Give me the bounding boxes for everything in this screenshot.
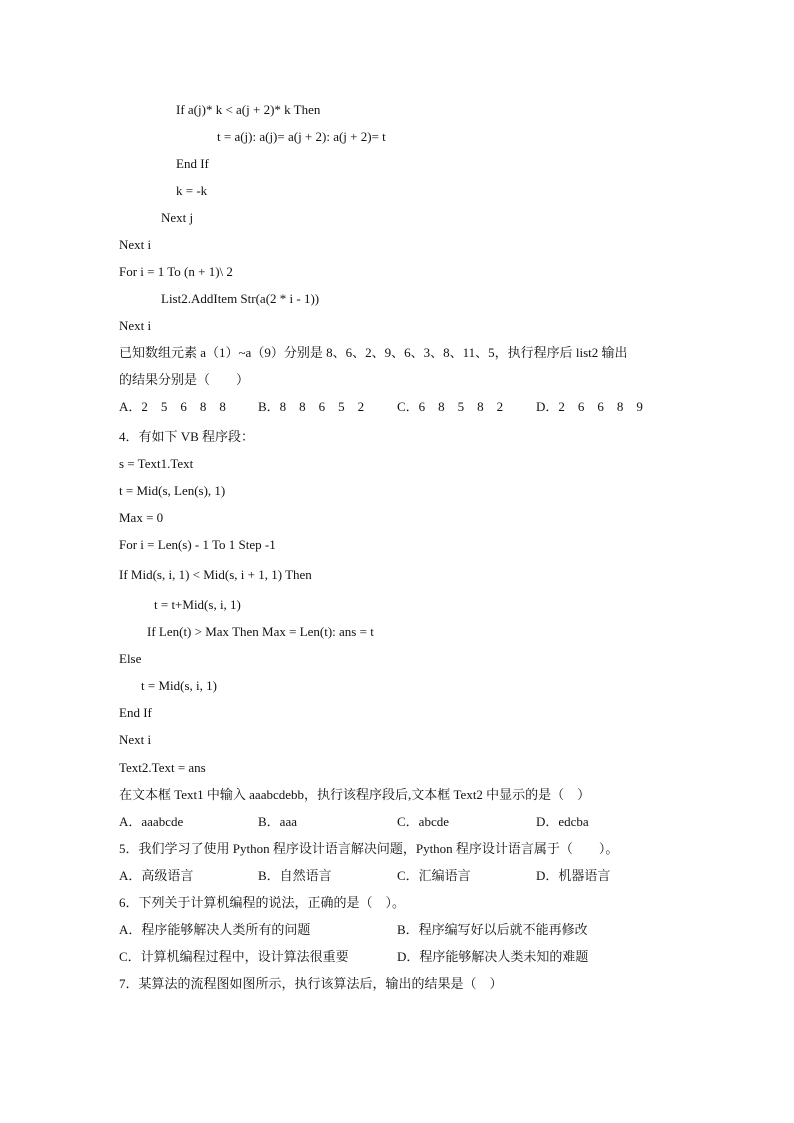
- code-line: Next j: [161, 210, 194, 225]
- code-line: If Mid(s, i, 1) < Mid(s, i + 1, 1) Then: [119, 567, 312, 582]
- option-b: B．8 8 6 5 2: [258, 399, 365, 414]
- code-line: k = -k: [176, 183, 208, 198]
- code-line: Next i: [119, 318, 152, 333]
- option-d: D．edcba: [536, 814, 589, 829]
- option-d: D．机器语言: [536, 868, 611, 883]
- code-line: End If: [176, 156, 209, 171]
- code-line: Max = 0: [119, 510, 164, 525]
- code-line: End If: [119, 705, 152, 720]
- option-c: C．abcde: [397, 814, 449, 829]
- question-text: 已知数组元素 a（1）~a（9）分别是 8、6、2、9、6、3、8、11、5，执行程序后 list2 输出: [119, 345, 628, 360]
- option-b: B．自然语言: [258, 868, 332, 883]
- option-a: A．高级语言: [119, 868, 194, 883]
- code-line: Next i: [119, 732, 152, 747]
- code-line: List2.AddItem Str(a(2 * i - 1)): [161, 291, 320, 306]
- code-line: For i = 1 To (n + 1)\ 2: [119, 264, 233, 279]
- option-c: C．6 8 5 8 2: [397, 399, 504, 414]
- question-text: 7．某算法的流程图如图所示，执行该算法后，输出的结果是（ ）: [119, 976, 503, 991]
- option-a: A．程序能够解决人类所有的问题: [119, 922, 311, 937]
- code-line: If Len(t) > Max Then Max = Len(t): ans = t: [147, 624, 374, 639]
- option-a: A．2 5 6 8 8: [119, 399, 226, 414]
- option-c: C．汇编语言: [397, 868, 471, 883]
- option-b: B．aaa: [258, 814, 297, 829]
- question-text: 6．下列关于计算机编程的说法，正确的是（ ）。: [119, 895, 406, 910]
- question-title: 4．有如下 VB 程序段：: [119, 429, 255, 444]
- option-d: D．程序能够解决人类未知的难题: [397, 949, 589, 964]
- code-line: Next i: [119, 237, 152, 252]
- code-line: t = t+Mid(s, i, 1): [154, 597, 241, 612]
- code-line: t = Mid(s, Len(s), 1): [119, 483, 226, 498]
- option-a: A．aaabcde: [119, 814, 184, 829]
- code-line: Else: [119, 651, 142, 666]
- question-text: 5．我们学习了使用 Python 程序设计语言解决问题，Python 程序设计语言属于（ ）。: [119, 841, 619, 856]
- question-text: 在文本框 Text1 中输入 aaabcdebb，执行该程序段后,文本框 Text2 中显示的是（ ）: [119, 787, 591, 802]
- code-line: t = Mid(s, i, 1): [141, 678, 217, 693]
- code-line: If a(j)* k < a(j + 2)* k Then: [176, 102, 321, 117]
- code-line: For i = Len(s) - 1 To 1 Step -1: [119, 537, 276, 552]
- code-line: t = a(j): a(j)= a(j + 2): a(j + 2)= t: [217, 129, 386, 144]
- code-line: Text2.Text = ans: [119, 760, 206, 775]
- code-line: s = Text1.Text: [119, 456, 194, 471]
- option-c: C．计算机编程过程中，设计算法很重要: [119, 949, 349, 964]
- option-d: D．2 6 6 8 9: [536, 399, 643, 414]
- question-text: 的结果分别是（ ）: [119, 372, 250, 387]
- option-b: B．程序编写好以后就不能再修改: [397, 922, 588, 937]
